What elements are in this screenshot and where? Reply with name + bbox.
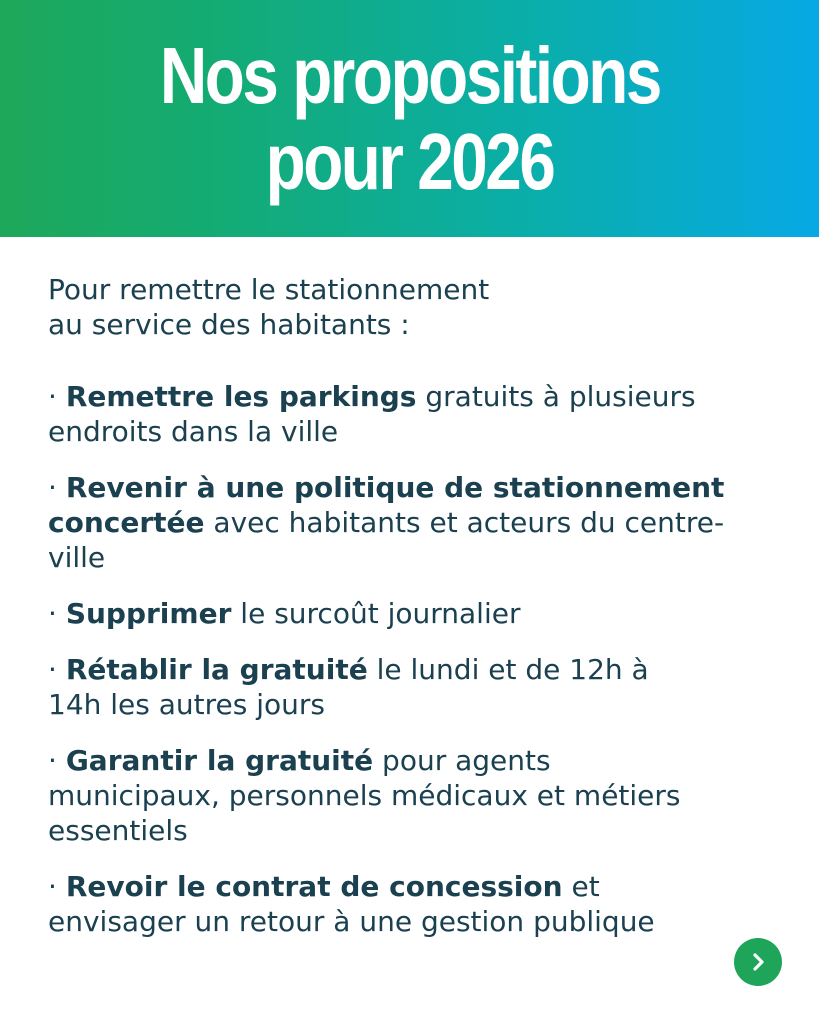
proposal-text: et envisager un retour à une gestion publique <box>48 870 655 938</box>
main-content <box>48 272 788 960</box>
next-button[interactable] <box>734 938 782 986</box>
proposal-item <box>48 652 668 722</box>
intro-line-2: au service des habitants : <box>48 308 410 341</box>
header-banner <box>0 0 819 237</box>
intro-text <box>48 272 788 342</box>
proposal-bold-text: Revoir le contrat de concession <box>65 870 563 903</box>
proposals-list <box>48 379 788 939</box>
proposal-text: pour agents municipaux, personnels médicaux et métiers essentiels <box>48 744 681 847</box>
proposal-item <box>48 743 698 848</box>
proposal-text: le lundi et de 12h à 14h les autres jours <box>48 653 649 721</box>
proposal-bold-text: Rétablir la gratuité <box>65 653 368 686</box>
proposal-bold-text: Supprimer <box>65 597 232 630</box>
proposal-text: avec habitants et acteurs du centre-ville <box>48 506 725 574</box>
bullet-mark: · <box>48 870 66 903</box>
page-title-line-1: Nos propositions <box>159 30 660 120</box>
proposal-item <box>48 596 788 631</box>
proposal-item <box>48 470 778 575</box>
proposal-text: gratuits à plusieurs endroits dans la ville <box>48 380 696 448</box>
intro-line-1: Pour remettre le stationnement <box>48 273 490 306</box>
proposal-item <box>48 869 698 939</box>
bullet-mark: · <box>48 744 66 777</box>
proposal-bold-text: Remettre les parkings <box>65 380 417 413</box>
proposal-bold-text: Garantir la gratuité <box>65 744 374 777</box>
bullet-mark: · <box>48 380 66 413</box>
bullet-mark: · <box>48 653 66 686</box>
bullet-mark: · <box>48 597 66 630</box>
proposal-bold-text: Revenir à une politique de stationnement concertée <box>48 471 725 539</box>
page-title-line-2: pour 2026 <box>265 116 554 206</box>
proposal-text: le surcoût journalier <box>231 597 521 630</box>
chevron-right-icon <box>747 951 769 973</box>
proposal-item <box>48 379 788 449</box>
bullet-mark: · <box>48 471 66 504</box>
